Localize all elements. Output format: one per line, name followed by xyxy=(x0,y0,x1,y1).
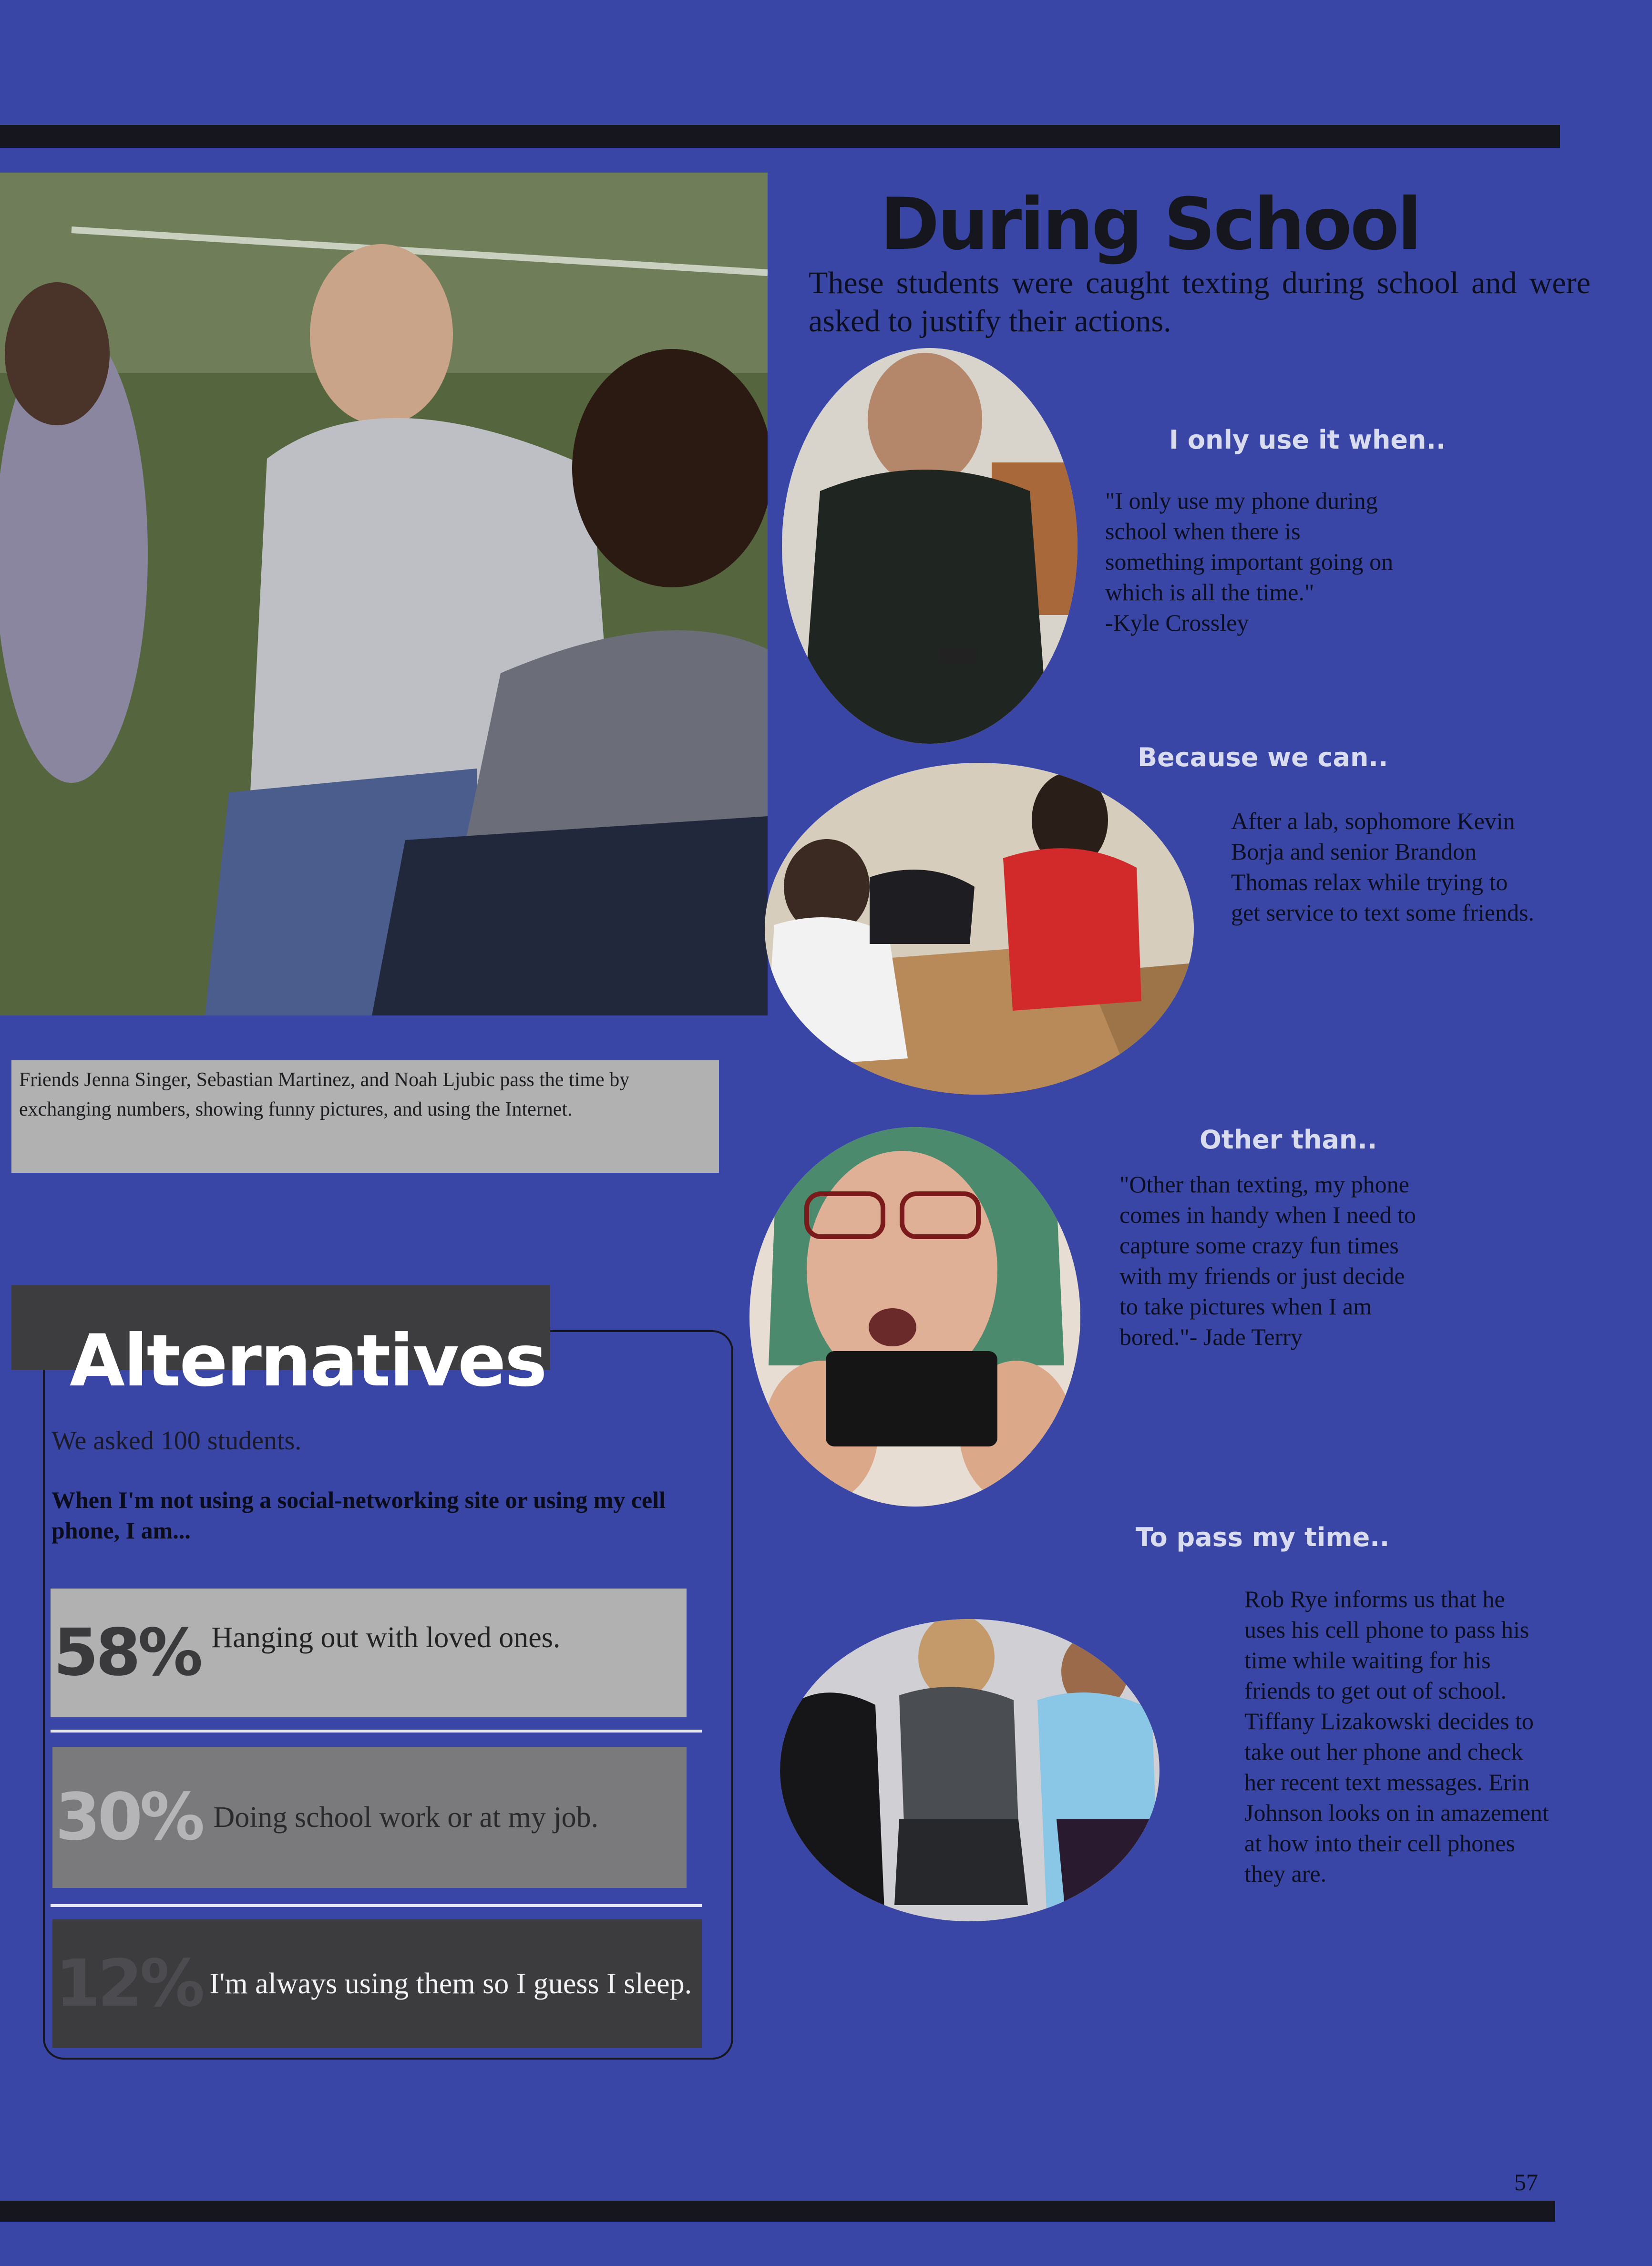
quote-heading-1: I only use it when.. xyxy=(1169,425,1446,455)
photo-rob-tiffany-erin xyxy=(780,1619,1159,1921)
photo-kyle xyxy=(782,348,1077,744)
quote-heading-4: To pass my time.. xyxy=(1136,1522,1390,1552)
stat-label-3: I'm always using them so I guess I sleep. xyxy=(209,1968,692,2000)
stat-label-1: Hanging out with loved ones. xyxy=(211,1621,561,1654)
stat-value-1: 58% xyxy=(53,1615,200,1691)
stat-row-2 xyxy=(52,1747,687,1888)
stat-separator-1 xyxy=(51,1730,702,1733)
stat-separator-2 xyxy=(51,1904,702,1907)
quote-text-4: Rob Rye informs us that he uses his cell phone to pass his time while waiting for his friends to get out of school. Tiffany Lizakowski decides to take out her phone and check her recent text messages. Erin Johnson looks on in amazement at how into their cell phones they are. xyxy=(1244,1586,1549,1887)
top-rule xyxy=(0,125,1560,148)
quote-heading-2: Because we can.. xyxy=(1138,742,1388,772)
quote-text-3: "Other than texting, my phone comes in handy when I need to capture some crazy fun times with my friends or just decide to take pictures when I am bored."- Jade Terry xyxy=(1119,1171,1416,1350)
bottom-rule xyxy=(0,2201,1555,2222)
intro-text: These students were caught texting during school and were asked to justify their actions. xyxy=(809,266,1590,338)
main-photo-caption: Friends Jenna Singer, Sebastian Martinez, and Noah Ljubic pass the time by exchanging numbers, showing funny pictures, and using the Internet. xyxy=(11,1060,719,1173)
stat-row-3 xyxy=(52,1919,702,2048)
alternatives-question: When I'm not using a social-networking site or using my cell phone, I am... xyxy=(51,1487,666,1544)
quote-text-2: After a lab, sophomore Kevin Borja and senior Brandon Thomas relax while trying to get service to text some friends. xyxy=(1231,808,1534,926)
alternatives-subtitle: We asked 100 students. xyxy=(51,1426,302,1456)
stat-label-2: Doing school work or at my job. xyxy=(213,1801,599,1834)
quote-heading-3: Other than.. xyxy=(1200,1125,1377,1155)
main-photo xyxy=(0,173,768,1015)
quote-text-1: "I only use my phone during school when there is something important going on which is all the time." -Kyle Crossley xyxy=(1105,487,1394,636)
stat-value-2: 30% xyxy=(55,1780,202,1855)
stat-value-3: 12% xyxy=(55,1946,202,2021)
photo-jade xyxy=(749,1127,1080,1507)
page-number: 57 xyxy=(1514,2169,1538,2195)
alternatives-title: Alternatives xyxy=(70,1320,546,1403)
stat-row-1 xyxy=(51,1589,687,1717)
page-title: During School xyxy=(880,183,1420,266)
photo-kevin-brandon xyxy=(765,763,1194,1095)
